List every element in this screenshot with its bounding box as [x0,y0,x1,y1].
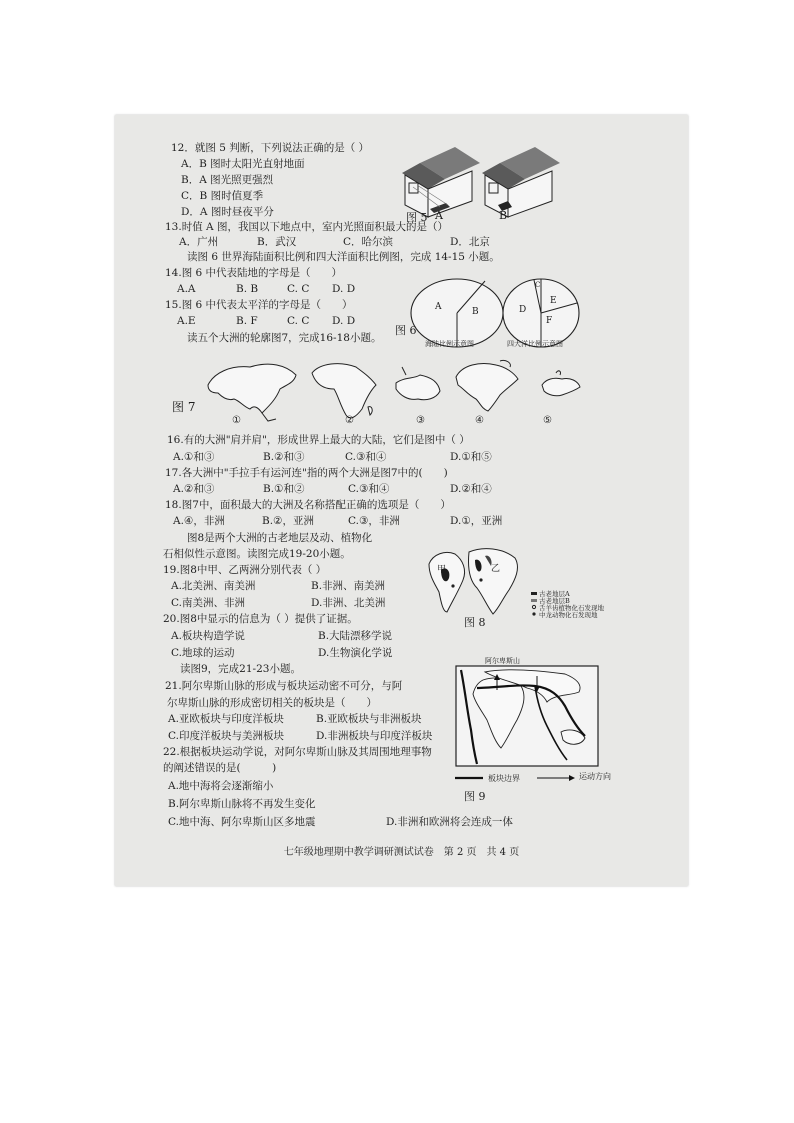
q17-stem: 17.各大洲中"手拉手有运河连"指的两个大洲是图7中的( ) [165,467,448,479]
q14-stem: 14.图 6 中代表陆地的字母是（ ） [165,267,343,279]
q22-option-a: A.地中海将会逐渐缩小 [168,780,274,792]
q15-option-b: B. F [236,315,258,327]
fig8-legend-3: 舌羊齿植物化石发现地 [539,604,604,612]
q12-option-a: A．B 图时太阳光直射地面 [181,158,305,170]
intro-19-20-line1: 图8是两个大洲的古老地层及动、植物化 [187,532,373,544]
q22-option-b: B.阿尔卑斯山脉将不再发生变化 [168,798,316,810]
exam-page [115,115,688,886]
q18-option-c: C.③，非洲 [348,515,400,527]
fig9-boundary-legend-line [455,775,485,781]
fig7-number-5: ⑤ [543,415,552,426]
q20-option-a: A.板块构造学说 [171,630,245,642]
fig8-legend-2: 古老地层B [539,597,570,605]
q18-option-d: D.①，亚洲 [450,515,503,527]
intro-14-15: 读图 6 世界海陆面积比例和四大洋面积比例图，完成 14-15 小题。 [187,251,500,263]
fig8-legend-4: 中龙动物化石发现地 [539,611,598,619]
q20-option-b: B.大陆漂移学说 [318,630,393,642]
fig6-letter-c: C [535,281,541,289]
page-footer: 七年级地理期中教学调研测试试卷 第 2 页 共 4 页 [283,847,520,858]
q17-option-b: B.①和② [263,483,305,495]
fig8-legend-1: 古老地层A [539,590,570,598]
q21-stem-line1: 21.阿尔卑斯山脉的形成与板块运动密不可分，与阿 [165,680,403,692]
q15-stem: 15.图 6 中代表太平洋的字母是（ ） [165,299,353,311]
intro-19-20-line2: 石相似性示意图。读图完成19-20小题。 [163,548,351,560]
q16-option-b: B.②和③ [263,451,305,463]
fig8-label-yi: 乙 [491,564,501,574]
q17-option-a: A.②和③ [173,483,215,495]
q13-option-b: B．武汉 [257,236,297,248]
fig9-mountain-label: 阿尔卑斯山 [485,657,520,665]
figure-9-plate-map [455,660,601,770]
q12-option-c: C．B 图时值夏季 [181,190,264,202]
q20-option-d: D.生物演化学说 [318,647,393,659]
q18-option-b: B.②，亚洲 [262,515,314,527]
intro-21-23: 读图9，完成21-23小题。 [180,663,301,675]
fig7-label: 图 7 [172,400,196,414]
q19-option-d: D.非洲、北美洲 [311,597,386,609]
q22-stem-line2: 的阐述错误的是( ) [163,762,277,774]
q22-option-c: C.地中海、阿尔卑斯山区多地震 [168,816,316,828]
q14-option-d: D. D [332,283,356,295]
fig5-label: 图 5 [406,211,428,224]
q21-stem-line2: 尔卑斯山脉的形成密切相关的板块是（ ） [167,697,377,709]
continent-5-outline [542,371,580,396]
house-a [402,147,480,217]
q20-option-c: C.地球的运动 [171,647,235,659]
fig7-number-1: ① [232,415,241,426]
fig8-label-jia: 甲 [437,565,447,575]
fig6-letter-e: E [550,296,557,306]
q14-option-b: B. B [236,283,259,295]
q18-option-a: A.④，非洲 [173,515,225,527]
q21-option-a: A.亚欧板块与印度洋板块 [168,713,284,725]
q21-option-d: D.非洲板块与印度洋板块 [316,730,433,742]
q13-option-d: D．北京 [450,236,490,248]
fig5-label-b: B [499,209,508,222]
intro-16-18: 读五个大洲的轮廓图7，完成16-18小题。 [187,332,382,344]
q19-option-a: A.北美洲、南美洲 [171,580,256,592]
fig7-number-3: ③ [416,415,425,426]
q22-stem-line1: 22.根据板块运动学说，对阿尔卑斯山脉及其周围地理事物 [163,746,432,758]
fig6-letter-b: B [472,307,479,317]
q12-option-b: B．A 图光照更强烈 [181,174,274,186]
q12-option-d: D．A 图时昼夜平分 [181,206,274,218]
fig9-direction-legend: 运动方向 [579,772,611,781]
q20-stem: 20.图8中显示的信息为（ ）提供了证据。 [163,613,358,625]
q19-stem: 19.图8中甲、乙两洲分别代表（ ） [163,564,327,576]
fig6-caption-land-sea: 海陆比例示意图 [425,340,474,348]
q21-option-b: B.亚欧板块与非洲板块 [316,713,422,725]
q14-option-c: C. C [287,283,310,295]
fig9-arrow-legend-line [537,775,577,781]
q17-option-c: C.③和④ [348,483,390,495]
continent-4-outline [456,360,518,411]
q13-option-a: A．广州 [179,236,219,248]
fig5-label-a: A [435,209,443,222]
fig6-label: 图 6 [395,324,417,337]
q16-option-c: C.③和④ [345,451,387,463]
fig6-letter-d: D [519,305,527,315]
fig7-number-2: ② [345,415,354,426]
q16-stem: 16.有的大洲"肩并肩"，形成世界上最大的大陆，它们是图中（ ） [167,434,470,446]
q19-option-c: C.南美洲、非洲 [171,597,245,609]
fig9-boundary-legend: 板块边界 [488,774,520,783]
fig6-letter-a: A [435,302,442,312]
fig6-letter-f: F [546,316,553,326]
q18-stem: 18.图7中，面积最大的大洲及名称搭配正确的选项是（ ） [165,499,451,511]
q14-option-a: A.A [177,283,196,295]
house-b [482,147,560,217]
q16-option-d: D.①和⑤ [450,451,492,463]
q17-option-d: D.②和④ [450,483,492,495]
continent-3-outline [396,367,440,400]
fig8-label: 图 8 [464,616,486,629]
q13-option-c: C．哈尔滨 [343,236,394,248]
q15-option-c: C. C [287,315,310,327]
q21-option-c: C.印度洋板块与美洲板块 [168,730,284,742]
q12-stem: 12．就图 5 判断，下列说法正确的是（ ） [171,142,370,154]
q16-option-a: A.①和③ [173,451,215,463]
q15-option-d: D. D [332,315,356,327]
continent-2-outline [312,364,376,418]
fig6-caption-oceans: 四大洋比例示意图 [507,340,563,348]
figure-7-continents [200,355,590,430]
continent-1-outline [208,364,296,421]
q19-option-b: B.非洲、南美洲 [311,580,386,592]
q13-stem: 13.时值 A 图，我国以下地点中，室内光照面积最大的是（） [165,221,448,233]
q15-option-a: A.E [177,315,196,327]
fig9-label: 图 9 [464,790,486,803]
q22-option-d: D.非洲和欧洲将会连成一体 [386,816,513,828]
fig7-number-4: ④ [475,415,484,426]
